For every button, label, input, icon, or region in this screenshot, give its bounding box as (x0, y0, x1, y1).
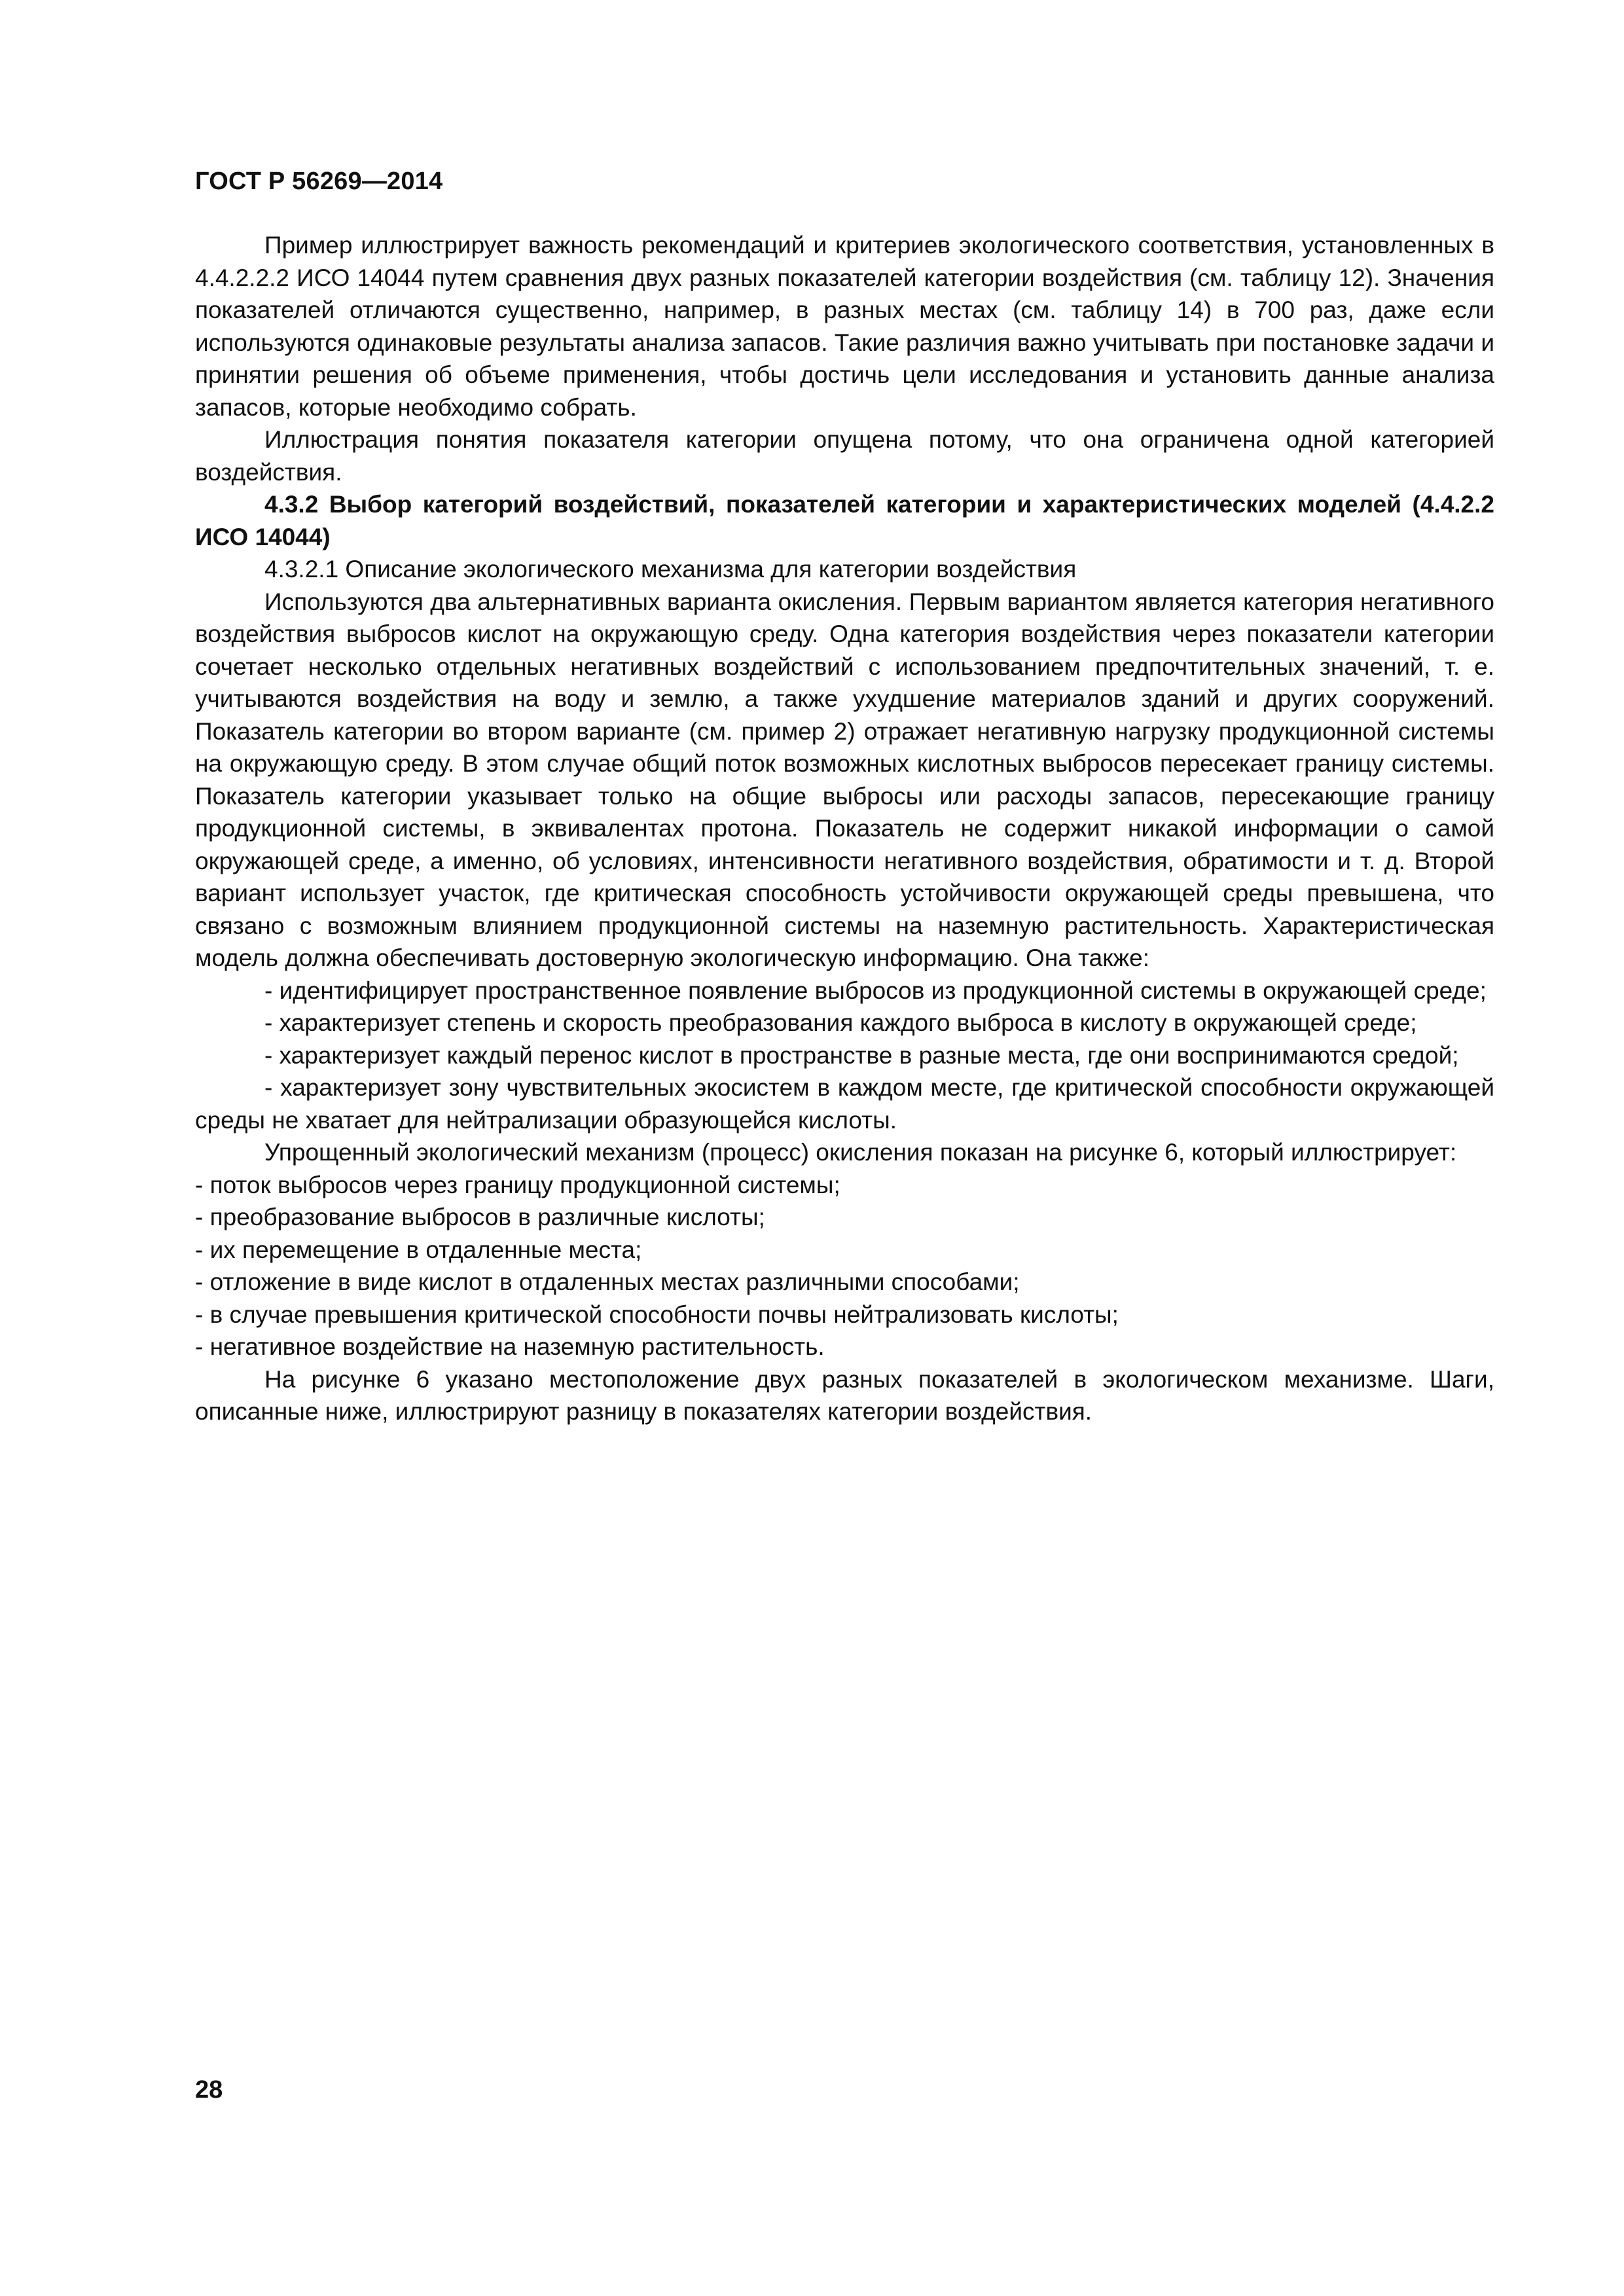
paragraph-simplified-mechanism: Упрощенный экологический механизм (процесс) окисления показан на рисунке 6, который иллюстрирует: (264, 1139, 1457, 1166)
subsection-heading-4-3-2-1: 4.3.2.1 Описание экологического механизма для категории воздействия (264, 556, 1077, 583)
document-body (195, 229, 1494, 1428)
page-number: 28 (195, 2076, 223, 2104)
list-item: - преобразование выбросов в различные кислоты; (195, 1204, 765, 1230)
list-item: - характеризует степень и скорость преобразования каждого выброса в кислоту в окружающей среде; (264, 1009, 1417, 1036)
section-heading-4-3-2: 4.3.2 Выбор категорий воздействий, показателей категории и характеристических моделей (4.4.2.2 ИСО 14044) (195, 491, 1494, 550)
list-item: - характеризует каждый перенос кислот в пространстве в разные места, где они воспринимаются средой; (264, 1041, 1459, 1069)
paragraph-illustration-omitted: Иллюстрация понятия показателя категории опущена потому, что она ограничена одной категорией воздействия. (195, 426, 1494, 486)
list-item: - их перемещение в отдаленные места; (195, 1236, 642, 1263)
paragraph-figure-6-note: На рисунке 6 указано местоположение двух разных показателей в экологическом механизме. Шаги, описанные ниже, иллюстрируют разницу в показателях категории воздействия. (195, 1365, 1494, 1425)
list-item: - характеризует зону чувствительных экосистем в каждом месте, где критической способности окружающей среды не хватает для нейтрализации образующейся кислоты. (195, 1074, 1494, 1134)
list-item: - поток выбросов через границу продукционной системы; (195, 1171, 840, 1198)
list-item: - негативное воздействие на наземную растительность. (195, 1333, 825, 1360)
list-item: - отложение в виде кислот в отдаленных местах различными способами; (195, 1268, 1020, 1295)
paragraph-example-importance: Пример иллюстрирует важность рекомендаций и критериев экологического соответствия, установленных в 4.4.2.2.2 ИСО 14044 путем сравнения двух разных показателей категории воздействия (см. таблицу 12). Значения показателей отличаются существенно, например, в разных местах (см. таблицу 14) в 700 раз, даже если используются одинаковые результаты анализа запасов. Такие различия важно учитывать при постановке задачи и принятии решения об объеме применения, чтобы достичь цели исследования и установить данные анализа запасов, которые необходимо собрать. (195, 232, 1494, 421)
standard-header: ГОСТ Р 56269—2014 (195, 168, 443, 195)
list-item: - в случае превышения критической способности почвы нейтрализовать кислоты; (195, 1300, 1119, 1328)
list-item: - идентифицирует пространственное появление выбросов из продукционной системы в окружающей среде; (264, 977, 1487, 1004)
paragraph-oxidation-variants: Используются два альтернативных варианта окисления. Первым вариантом является категория негативного воздействия выбросов кислот на окружающую среду. Одна категория воздействия через показатели категории сочетает несколько отдельных негативных воздействий с использованием предпочтительных значений, т. е. учитываются воздействия на воду и землю, а также ухудшение материалов зданий и других сооружений. Показатель категории во втором варианте (см. пример 2) отражает негативную нагрузку продукционной системы на окружающую среду. В этом случае общий поток возможных кислотных выбросов пересекает границу системы. Показатель категории указывает только на общие выбросы или расходы запасов, пересекающие границу продукционной системы, в эквивалентах протона. Показатель не содержит никакой информации о самой окружающей среде, а именно, об условиях, интенсивности негативного воздействия, обратимости и т. д. Второй вариант использует участок, где критическая способность устойчивости окружающей среды превышена, что связано с возможным влиянием продукционной системы на наземную растительность. Характеристическая модель должна обеспечивать достоверную экологическую информацию. Она также: (195, 588, 1494, 971)
